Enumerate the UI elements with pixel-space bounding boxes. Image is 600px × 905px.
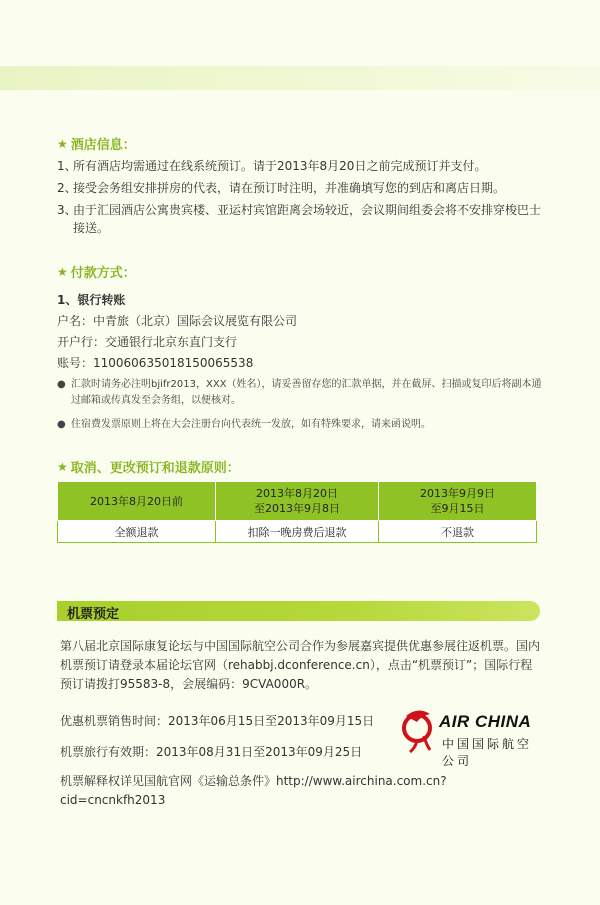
list-text: 由于汇园酒店公寓贵宾楼、亚运村宾馆距离会场较近，会议期间组委会将不安排穿梭巴士接送。 (73, 203, 542, 235)
table-cell: 不退款 (378, 521, 536, 543)
star-icon: ★ (57, 264, 68, 279)
cancel-section (57, 457, 547, 476)
logo-cn: 中国国际航空公司 (442, 737, 533, 768)
ticket-section-bar (57, 601, 540, 621)
air-china-logo (396, 706, 536, 768)
bank-name: 开户行：交通银行北京东直门支行 (57, 335, 238, 349)
list-item (57, 201, 547, 237)
phoenix-icon (396, 706, 438, 754)
list-number: 2、 (57, 181, 77, 195)
table-header-cell (378, 482, 536, 521)
header-band (0, 66, 600, 90)
table-header-cell: 2013年8月20日前 (58, 482, 216, 521)
list-item (57, 179, 547, 197)
star-icon: ★ (57, 136, 68, 151)
header-text: 2013年8月20日 至2013年9月8日 (253, 487, 340, 515)
table-row (58, 521, 537, 543)
account-number: 账号：110060635018150065538 (57, 356, 254, 370)
ticket-paragraph: 第八届北京国际康复论坛与中国国际航空公司合作为参展嘉宾提供优惠参展往返机票。国内机票预订请登录本届论坛官网（rehabbj.dconference.cn），点击“机票预订”；国际行程预订请拨打95583-8，会展编码：9CVA000R。 (60, 639, 541, 691)
table-header-row (58, 482, 537, 521)
list-number: 3、 (57, 203, 77, 217)
hotel-section (57, 134, 547, 237)
list-number: 1、 (57, 159, 77, 173)
table-cell: 全额退款 (58, 521, 216, 543)
table-cell: 扣除一晚房费后退款 (216, 521, 379, 543)
table-header-cell (216, 482, 379, 521)
ticket-sale-period: 优惠机票销售时间：2013年06月15日至2013年09月15日 (60, 714, 375, 728)
cancel-title: ★ 取消、更改预订和退款原则： (57, 459, 240, 476)
list-item (57, 157, 547, 175)
ticket-valid-period: 机票旅行有效期：2013年08月31日至2013年09月25日 (60, 745, 363, 759)
refund-policy-table (57, 481, 537, 543)
ticket-title: 机票预定 (67, 607, 120, 622)
list-text: 接受会务组安排拼房的代表，请在预订时注明，并准确填写您的到店和离店日期。 (73, 181, 506, 195)
payment-note: ● 住宿费发票原则上将在大会注册台向代表统一发放，如有特殊要求，请来函说明。 (57, 417, 547, 433)
account-name: 户名：中青旅（北京）国际会议展览有限公司 (57, 314, 298, 328)
ticket-rights: 机票解释权详见国航官网《运输总条件》http://www.airchina.com.cn?cid=cncnkfh2013 (60, 774, 447, 807)
bullet-icon: ● (57, 379, 66, 390)
header-text: 2013年9月9日 至9月15日 (419, 487, 495, 515)
hotel-list (57, 157, 547, 237)
star-icon: ★ (57, 459, 68, 474)
list-text: 所有酒店均需通过在线系统预订。请于2013年8月20日之前完成预订并支付。 (73, 159, 487, 173)
hotel-title: ★ 酒店信息： (57, 136, 136, 153)
bullet-icon: ● (57, 419, 66, 430)
payment-subhead: 1、银行转账 (57, 293, 126, 307)
payment-note: ● 汇款时请务必注明bjifr2013，XXX（姓名），请妥善留存您的汇款单据，并在截屏、扫描或复印后将副本通过邮箱或传真发至会务组，以便核对。 (57, 377, 547, 409)
payment-title: ★ 付款方式： (57, 264, 136, 281)
payment-section (57, 262, 547, 433)
logo-name: AIR CHINA (439, 712, 532, 731)
